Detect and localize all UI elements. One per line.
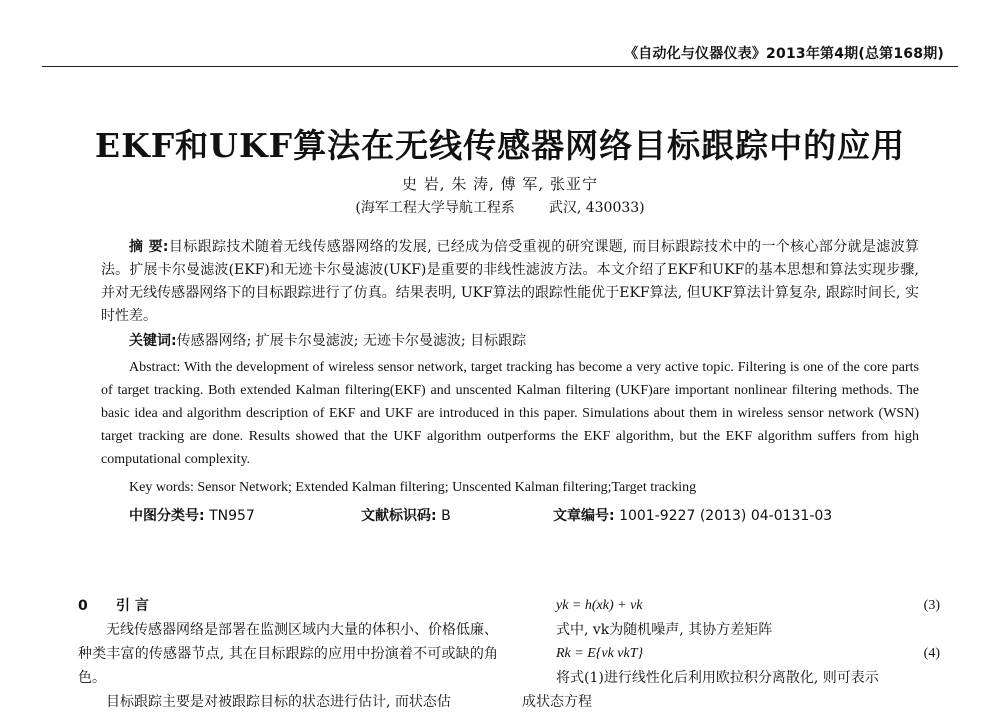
section-number: 0 <box>78 598 88 614</box>
paper-authors: 史 岩, 朱 涛, 傅 军, 张亚宁 <box>402 175 598 193</box>
abstract-en: Abstract: With the development of wireless sensor network, target tracking has become a very active topic. Filtering is one of the core parts of target tracking. Both extended Kalman filtering(EKF) and unscented Kalman filtering (UKF)are important nonlinear filtering methods. The basic idea and algorithm description of EKF and UKF are introduced in this paper. Simulations about them in wireless sensor network (WSN) target tracking are done. Results showed that the UKF algorithm outperforms the EKF algorithm, but the EKF algorithm suffers from high computational complexity. <box>101 360 919 467</box>
intro-paragraph: 无线传感器网络是部署在监测区域内大量的体积小、价格低廉、种类丰富的传感器节点, 其在目标跟踪的应用中扮演着不可或缺的角色。 <box>78 622 498 686</box>
doc-code <box>361 505 451 525</box>
right-next-line: 成状态方程 <box>522 694 592 710</box>
section-heading <box>78 594 498 618</box>
article-label: 文章编号: <box>553 508 615 524</box>
keywords-cn-label: 关键词: <box>129 333 177 349</box>
equation-3-formula: yk = h(xk) + vk <box>556 598 643 613</box>
paper-affiliation <box>0 197 1000 217</box>
equation-4-description: 将式(1)进行线性化后利用欧拉积分离散化, 则可表示 <box>556 670 879 686</box>
intro-next-line: 目标跟踪主要是对被跟踪目标的状态进行估计, 而状态估 <box>106 694 451 710</box>
article-value: 1001-9227 (2013) 04-0131-03 <box>619 508 833 524</box>
section-title: 引 言 <box>116 598 149 614</box>
doc-label: 文献标识码: <box>361 508 437 524</box>
equation-3-description: 式中, vk为随机噪声, 其协方差矩阵 <box>556 622 773 638</box>
doc-value: B <box>441 508 451 524</box>
clc-number <box>129 505 255 525</box>
header-rule <box>42 66 958 67</box>
affiliation-place: 武汉, 430033) <box>548 200 645 216</box>
equation-4-formula: Rk = E{vk vkT} <box>556 646 644 661</box>
equation-3 <box>522 594 942 618</box>
abstract-cn-text: 目标跟踪技术随着无线传感器网络的发展, 已经成为倍受重视的研究课题, 而目标跟踪技术中的一个核心部分就是滤波算法。扩展卡尔曼滤波(EKF)和无迹卡尔曼滤波(UKF)是重要的非线性滤波方法。本文介绍了EKF和UKF的基本思想和算法实现步骤, 并对无线传感器网络下的目标跟踪进行了仿真。结果表明, UKF算法的跟踪性能优于EKF算法, 但UKF算法计算复杂, 跟踪时间长, 实时性差。 <box>101 239 919 324</box>
keywords-cn-text: 传感器网络; 扩展卡尔曼滤波; 无迹卡尔曼滤波; 目标跟踪 <box>176 333 527 349</box>
body-left-column <box>78 594 498 714</box>
equation-4 <box>522 642 942 666</box>
equation-4-number: (4) <box>923 646 940 661</box>
article-number <box>553 505 832 525</box>
body-right-column <box>522 594 942 714</box>
abstract-cn <box>101 236 919 328</box>
running-head: 《自动化与仪器仪表》2013年第4期(总第168期) <box>624 46 944 62</box>
clc-label: 中图分类号: <box>129 508 205 524</box>
keywords-en: Key words: Sensor Network; Extended Kalman filtering; Unscented Kalman filtering;Target tracking <box>129 480 697 495</box>
affiliation-org: (海军工程大学导航工程系 <box>355 200 515 216</box>
keywords-cn <box>101 330 919 353</box>
equation-3-number: (3) <box>923 598 940 613</box>
paper-title: EKF和UKF算法在无线传感器网络目标跟踪中的应用 <box>94 126 906 165</box>
clc-value: TN957 <box>209 508 255 524</box>
abstract-cn-label: 摘 要: <box>129 239 169 255</box>
